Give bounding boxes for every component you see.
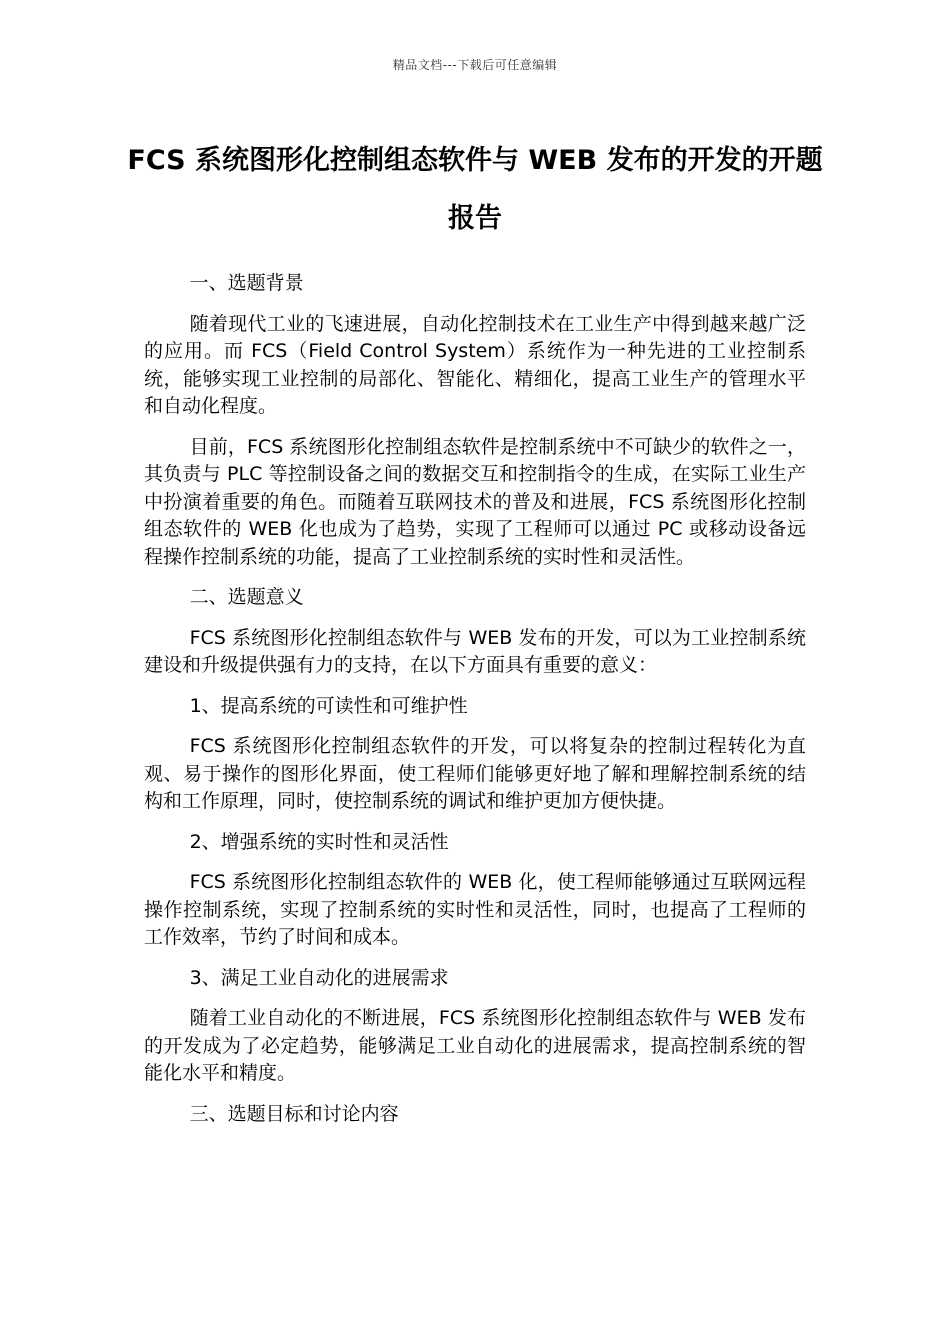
section-heading-significance: 二、选题意义 — [189, 586, 304, 608]
document-title: FCS 系统图形化控制组态软件与 WEB 发布的开发的开题报告 — [127, 145, 823, 234]
subheading-readability: 1、提高系统的可读性和可维护性 — [189, 694, 468, 717]
header-note: 精品文档---下载后可任意编辑 — [392, 58, 558, 72]
paragraph-automation: 随着工业自动化的不断进展，FCS 系统图形化控制组态软件与 WEB 发布的开发成为了必定趋势，能够满足工业自动化的进展需求，提高控制系统的智能化水平和精度。 — [144, 1007, 806, 1084]
paragraph-background-1: 随着现代工业的飞速进展，自动化控制技术在工业生产中得到越来越广泛的应用。而 FCS（Field Control System）系统作为一种先进的工业控制系统，能够实现工业控制的局部化、智能化、精细化，提高工业生产的管理水平和自动化程度。 — [144, 312, 806, 417]
section-heading-goals: 三、选题目标和讨论内容 — [189, 1102, 399, 1125]
subheading-automation: 3、满足工业自动化的进展需求 — [189, 966, 449, 989]
document-body — [144, 270, 806, 1141]
subheading-realtime: 2、增强系统的实时性和灵活性 — [189, 830, 449, 853]
paragraph-significance-intro: FCS 系统图形化控制组态软件与 WEB 发布的开发，可以为工业控制系统建设和升级提供强有力的支持，在以下方面具有重要的意义： — [144, 626, 806, 676]
paragraph-realtime: FCS 系统图形化控制组态软件的 WEB 化，使工程师能够通过互联网远程操作控制系统，实现了控制系统的实时性和灵活性，同时，也提高了工程师的工作效率，节约了时间和成本。 — [144, 871, 806, 948]
paragraph-background-2: 目前，FCS 系统图形化控制组态软件是控制系统中不可缺少的软件之一，其负责与 PLC 等控制设备之间的数据交互和控制指令的生成，在实际工业生产中扮演着重要的角色。而随着互联网技术的普及和进展，FCS 系统图形化控制组态软件的 WEB 化也成为了趋势，实现了工程师可以通过 PC 或移动设备远程操作控制系统的功能，提高了工业控制系统的实时性和灵活性。 — [144, 435, 806, 568]
paragraph-readability: FCS 系统图形化控制组态软件的开发，可以将复杂的控制过程转化为直观、易于操作的图形化界面，使工程师们能够更好地了解和理解控制系统的结构和工作原理，同时，使控制系统的调试和维护更加方便快捷。 — [144, 735, 806, 812]
section-heading-background: 一、选题背景 — [189, 272, 304, 294]
